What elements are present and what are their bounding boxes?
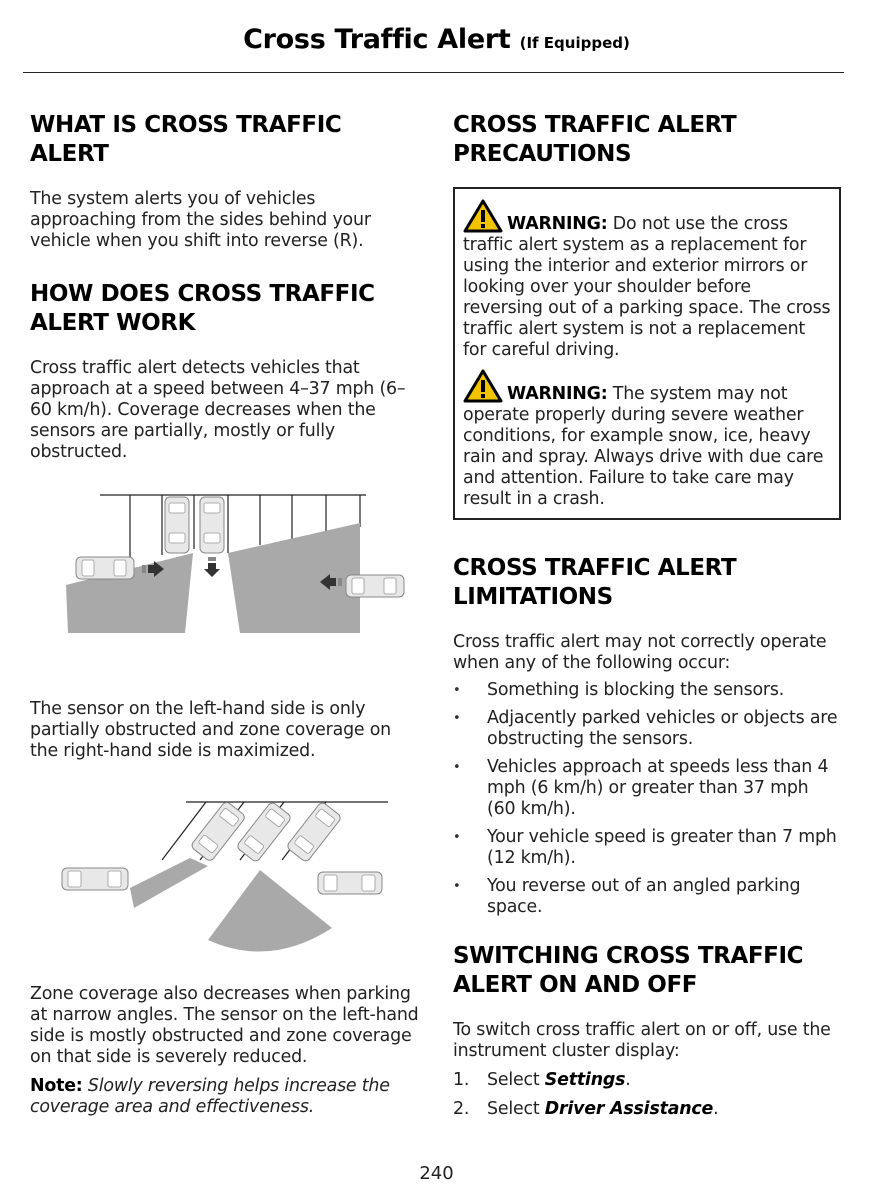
left-column (30, 111, 422, 1118)
warning-label-2: WARNING: (507, 384, 608, 404)
precautions-heading (453, 111, 841, 169)
warning-triangle-icon (463, 199, 503, 233)
how-does-heading (30, 280, 422, 338)
step-setting-name: Settings (544, 1070, 626, 1090)
warning-label-1: WARNING: (507, 214, 608, 234)
angled-parked-car-left (190, 801, 246, 863)
limitations-list (453, 680, 841, 918)
limitations-intro: Cross traffic alert may not correctly operate when any of the following occur: (453, 632, 827, 673)
coverage-zone-right-angled (208, 870, 332, 952)
warning-box (453, 187, 841, 520)
list-item (453, 1099, 841, 1120)
warning-item-1 (463, 199, 831, 361)
limitations-heading (453, 554, 841, 612)
cross-car-left (62, 868, 128, 890)
list-item: • Vehicles approach at speeds less than 4 mph (6 km/h) or greater than 37 mph (60 km/h). (453, 757, 841, 820)
page-title-suffix: (If Equipped) (519, 34, 630, 52)
own-vehicle (200, 497, 224, 553)
angled-parked-car-right (286, 801, 342, 863)
step-suffix: . (625, 1070, 631, 1090)
what-is-heading-line1: WHAT IS CROSS TRAFFIC (30, 112, 342, 138)
note-text: Slowly reversing helps increase the coverage area and effectiveness. (30, 1076, 390, 1117)
how-does-heading-line2: ALERT WORK (30, 310, 195, 336)
diagram1-caption: The sensor on the left-hand side is only partially obstructed and zone coverage on the right-hand side is maximized. (30, 699, 392, 761)
approaching-car-right (346, 575, 404, 597)
coverage-zone-left-reduced (130, 858, 208, 908)
step-prefix: Select (487, 1099, 545, 1119)
step-number: 1. (453, 1070, 470, 1090)
page-number: 240 (419, 1163, 454, 1184)
switching-heading-line1: SWITCHING CROSS TRAFFIC (453, 943, 804, 969)
list-item (453, 1070, 841, 1091)
warning-item-2 (463, 369, 831, 510)
warning-text-2: The system may not operate properly during severe weather conditions, for example snow, ice, heavy rain and spray. Always drive with due care and attention. Failure to take care may result in a crash. (463, 384, 824, 509)
limitations-heading-line1: CROSS TRAFFIC ALERT (453, 555, 737, 581)
step-suffix: . (713, 1099, 719, 1119)
list-item: • Your vehicle speed is greater than 7 mph (12 km/h). (453, 827, 841, 869)
title-divider (23, 72, 844, 73)
list-item: • Something is blocking the sensors. (453, 680, 841, 701)
what-is-heading (30, 111, 422, 169)
right-column (453, 111, 841, 1128)
cross-car-right (318, 872, 382, 894)
limitations-heading-line2: LIMITATIONS (453, 584, 613, 610)
angled-own-vehicle (236, 801, 292, 863)
steps-list (453, 1070, 841, 1120)
switching-heading (453, 942, 841, 1000)
precautions-heading-line1: CROSS TRAFFIC ALERT (453, 112, 737, 138)
list-item: • Adjacently parked vehicles or objects are obstructing the sensors. (453, 708, 841, 750)
warning-text-1: Do not use the cross traffic alert system as a replacement for using the interior and exterior mirrors or looking over your shoulder before reversing out of a parking space. The cross traffic alert system is not a replacement for careful driving. (463, 214, 831, 360)
switching-heading-line2: ALERT ON AND OFF (453, 972, 698, 998)
approaching-car-left (76, 557, 134, 579)
step-prefix: Select (487, 1070, 545, 1090)
what-is-heading-line2: ALERT (30, 141, 109, 167)
parked-car-left (165, 497, 189, 553)
list-item: • You reverse out of an angled parking space. (453, 876, 841, 918)
how-does-text: Cross traffic alert detects vehicles that approach at a speed between 4–37 mph (6–60 km/h). Coverage decreases when the sensors are partially, mostly or fully obstructed. (30, 358, 406, 462)
coverage-diagram-angled (30, 800, 422, 960)
page-title (0, 24, 873, 55)
arrow-down-icon (204, 557, 220, 577)
note-label: Note: (30, 1076, 83, 1096)
step-number: 2. (453, 1099, 470, 1119)
step-setting-name: Driver Assistance (544, 1099, 714, 1119)
coverage-diagram-perpendicular (30, 493, 422, 653)
what-is-text: The system alerts you of vehicles approaching from the sides behind your vehicle when you shift into reverse (R). (30, 189, 371, 251)
precautions-heading-line2: PRECAUTIONS (453, 141, 632, 167)
note (30, 1076, 422, 1118)
switching-intro: To switch cross traffic alert on or off, use the instrument cluster display: (453, 1020, 831, 1061)
diagram2-caption: Zone coverage also decreases when parking at narrow angles. The sensor on the left-hand side is mostly obstructed and zone coverage on that side is severely reduced. (30, 984, 419, 1067)
page-title-text: Cross Traffic Alert (243, 24, 511, 55)
warning-triangle-icon (463, 369, 503, 403)
how-does-heading-line1: HOW DOES CROSS TRAFFIC (30, 281, 375, 307)
